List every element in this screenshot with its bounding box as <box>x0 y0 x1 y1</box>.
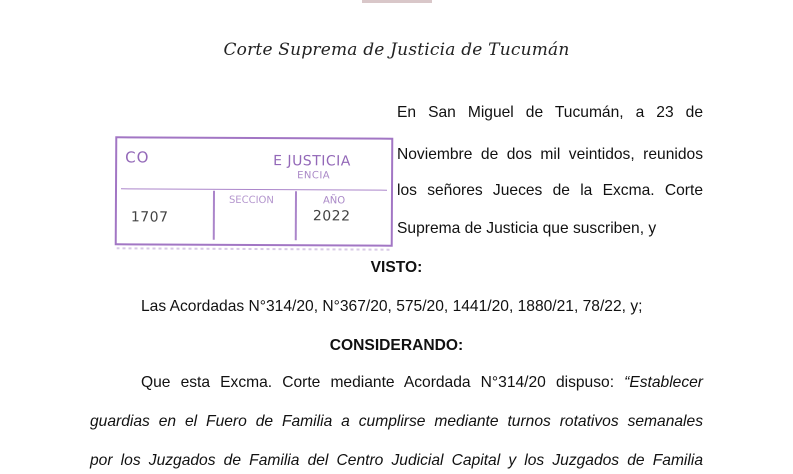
considerando-line-1-italic: “Establecer <box>624 374 703 391</box>
stamp-number: 1707 <box>130 209 169 226</box>
considerando-heading: CONSIDERANDO: <box>329 337 464 354</box>
registry-stamp <box>115 136 394 246</box>
considerando-line-1 <box>141 374 703 392</box>
stamp-line-2: E JUSTICIA <box>273 153 351 170</box>
considerando-line-2: guardias en el Fuero de Familia a cumplirse mediante turnos rotativos semanales <box>90 413 703 430</box>
intro-line-3: los señores Jueces de la Excma. Corte <box>397 182 703 199</box>
intro-line-4: Suprema de Justicia que suscriben, y <box>397 220 657 237</box>
intro-line-2: Noviembre de dos mil veintidos, reunidos <box>397 146 703 163</box>
considerando-line-1-normal: Que esta Excma. Corte mediante Acordada N°314/20 dispuso: <box>141 374 625 391</box>
stamp-col3-header: AÑO <box>322 195 346 207</box>
stamp-line-3: ENCIA <box>297 170 331 182</box>
stamp-dotted-edge <box>117 247 391 250</box>
stamp-year: 2022 <box>312 208 351 225</box>
intro-line-1: En San Miguel de Tucumán, a 23 de <box>397 104 703 121</box>
top-edge-mark <box>362 0 432 3</box>
stamp-col2-header: SECCION <box>228 194 274 207</box>
visto-heading: VISTO: <box>370 259 423 276</box>
stamp-divider-1 <box>213 191 215 240</box>
considerando-line-3: por los Juzgados de Familia del Centro Judicial Capital y los Juzgados de Familia <box>90 452 703 469</box>
visto-text: Las Acordadas N°314/20, N°367/20, 575/20, 1441/20, 1880/21, 78/22, y; <box>141 298 643 315</box>
institution-header: Corte Suprema de Justicia de Tucumán <box>223 40 570 60</box>
stamp-divider-2 <box>295 191 297 240</box>
stamp-line-1: CO <box>125 148 150 167</box>
